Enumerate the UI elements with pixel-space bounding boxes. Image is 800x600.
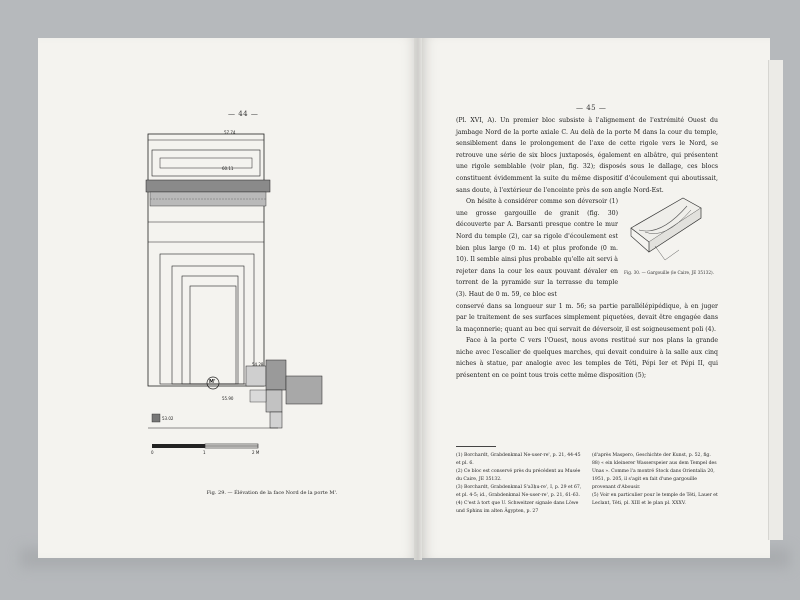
scale-label-2m: 2 M — [252, 450, 260, 455]
page-edges — [768, 60, 783, 540]
book-gutter — [414, 38, 422, 560]
scale-label-0: 0 — [151, 450, 154, 455]
footnotes-right-column — [592, 452, 718, 516]
figure-caption: Fig. 29. — Élévation de la face Nord de la porte M'. — [206, 490, 338, 496]
page-number-right: — 45 — — [576, 104, 607, 112]
page-number-left: — 44 — — [228, 110, 259, 118]
paragraph-2-cont: conservé dans sa longueur sur 1 m. 56; sa partie parallélépipédique, à en juger par le traitement de ses surfaces simplement piquetées, devait être engagée dans la maçonnerie; quant au bec qui servait de déversoir, il est soigneusement poli (4). — [456, 302, 718, 333]
scale-label-1: 1 — [203, 450, 206, 455]
footnote: (3) Borchardt, Grabdenkmal S'a3ḥu-re', I, p. 29 et 67, et pl. 4-5; id., Grabdenkmal Ne-user-re', p. 21, 61-63. — [456, 485, 582, 498]
footnotes — [456, 452, 718, 516]
footnote-rule — [456, 446, 496, 447]
dim-label-right: 54.28 — [252, 362, 264, 367]
paragraph-1: (Pl. XVI, A). Un premier bloc subsiste à l'alignement de l'extrémité Ouest du jambage Nord de la porte axiale C. Au delà de la porte M dans la cour du temple, sensiblement dans le prolongement de l'axe de cette rigole vers le Nord, se retrouve une série de six blocs juxtaposés, également en albâtre, qui présentent une rigole semblable (voir plan, fig. 32); disposés sous le dallage, ces blocs constituent évidemment la suite du même dispositif d'écoulement qui aboutissait, sans doute, à l'extérieur de l'enceinte près de son angle Nord-Est. — [456, 117, 718, 194]
footnote: (d'après Maspero, Geschichte der Kunst, p. 52, fig. 88) « ein kleinerer Wasserspeier aus dem Tempel des Unas ». Comme l'a montré Stock dans Orientalia 20, 1951, p. 205, il s'agit en fait d'une gargouille provenant d'Abousir. — [592, 453, 717, 490]
dim-label-sill: 55.90 — [222, 396, 234, 401]
gargoyle-drawing — [625, 186, 705, 268]
dim-label-lintel: 60.11 — [222, 166, 234, 171]
footnote: (4) C'est à tort que U. Schweitzer signale dans Löwe und Sphinx im alten Ägypten, p. 27 — [456, 501, 579, 514]
elevation-figure — [138, 128, 380, 488]
dim-label-top: 57.74 — [224, 130, 236, 135]
paragraph-3: Face à la porte C vers l'Ouest, nous avons restitué sur nos plans la grande niche avec l'escalier de quelques marches, qui devait conduire à la salle aux cinq niches à statue, par analogie avec les temples de Téti, Pépi Ier et Pépi II, qui présentent en ce point tous trois cette même disposition (5); — [456, 337, 718, 380]
gargoyle-caption: Fig. 30. — Gargouille (le Caire, JE 35132). — [624, 270, 714, 275]
footnote: (2) Ce bloc est conservé près du précédent au Musée du Caire, JE 35132. — [456, 469, 581, 482]
footnotes-left-column — [456, 452, 582, 516]
elevation-drawing — [138, 128, 380, 488]
dim-label-low: 53.02 — [162, 416, 174, 421]
paragraph-2-narrow: On hésite à considérer comme son déversoir (1) une grosse gargouille de granit (fig. 30) découverte par A. Barsanti presque contre le mur Nord du temple (2), car sa rigole d'écoulement est bien plus large (0 m. 14) et plus profonde (0 m. 10). Il semble ainsi plus probable qu'elle ait servi à rejeter dans la cour les eaux pouvant dévaler en torrent de la pyramide sur la terrasse du temple (3). Haut de 0 m. 59, ce bloc est — [456, 198, 618, 298]
footnote: (5) Voir en particulier pour le temple de Téti, Lauer et Leclant, Téti, pl. XIII et le plan pl. XXXV. — [592, 493, 718, 506]
door-marker-label: M' — [209, 379, 216, 385]
footnote: (1) Borchardt, Grabdenkmal Ne-user-re', p. 21, 44-45 et pl. 6. — [456, 453, 581, 466]
